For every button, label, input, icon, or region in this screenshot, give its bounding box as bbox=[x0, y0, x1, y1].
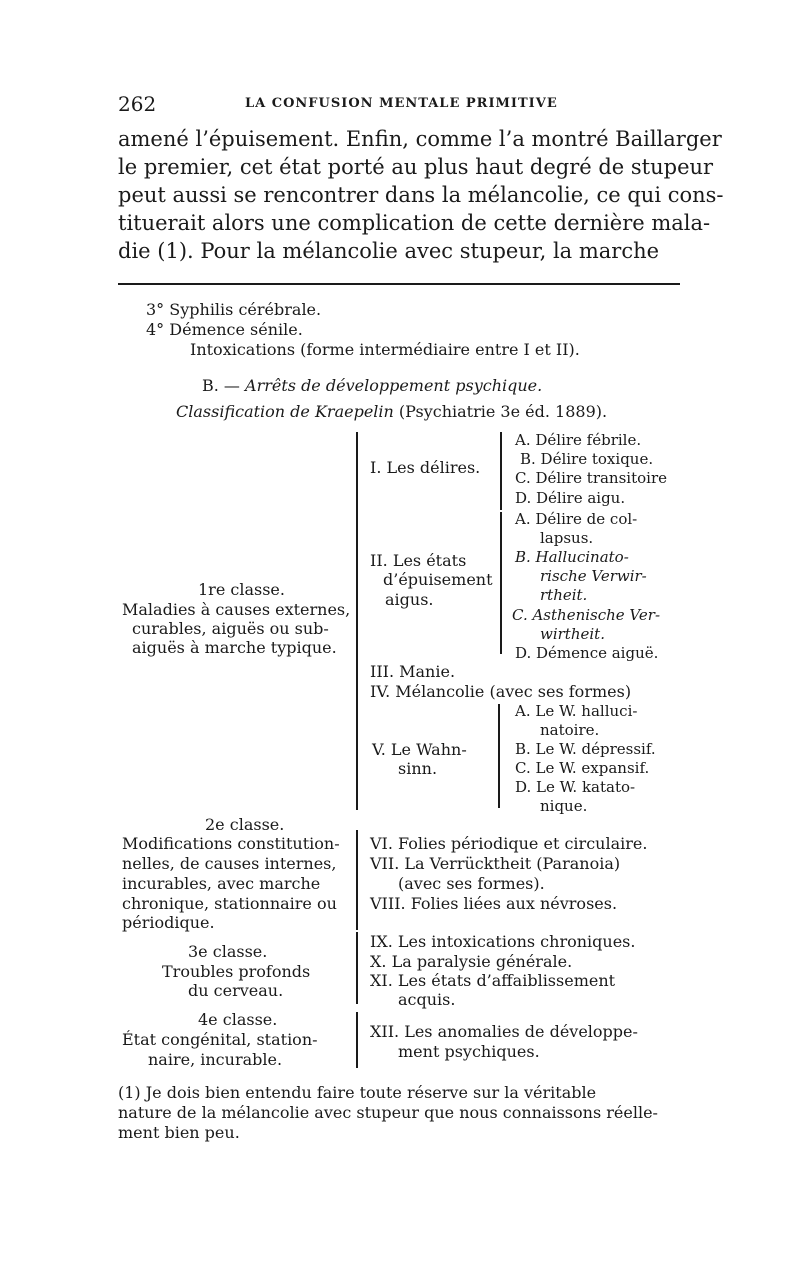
group-1-brace bbox=[500, 432, 502, 510]
body-line: peut aussi se rencontrer dans la mélancolie, ce qui cons- bbox=[118, 183, 724, 207]
group-2-label: II. Les états bbox=[370, 551, 467, 570]
group-5-item: nique. bbox=[540, 797, 588, 815]
class-2-line: incurables, avec marche bbox=[122, 874, 321, 893]
class-4-title: 4e classe. bbox=[198, 1010, 278, 1029]
group-5-item: C. Le W. expansif. bbox=[515, 759, 650, 777]
body-line: amené l’épuisement. Enfin, comme l’a montré Baillarger bbox=[118, 127, 722, 151]
group-5-line: sinn. bbox=[398, 759, 438, 778]
body-line: le premier, cet état porté au plus haut degré de stupeur bbox=[118, 155, 714, 179]
class-3-brace bbox=[356, 932, 358, 1004]
group-2-item: A. Délire de col- bbox=[515, 510, 638, 528]
class-2-brace bbox=[356, 830, 358, 930]
class-4-brace bbox=[356, 1012, 358, 1068]
group-5-item: B. Le W. dépressif. bbox=[515, 740, 656, 758]
section-b-heading bbox=[202, 376, 542, 395]
group-12-line: ment psychiques. bbox=[398, 1042, 540, 1061]
section-b-prefix: B. — bbox=[202, 376, 246, 395]
footnote-line: nature de la mélancolie avec stupeur que nous connaissons réelle- bbox=[118, 1103, 658, 1122]
group-10-label: X. La paralysie générale. bbox=[370, 952, 573, 971]
group-2-item: wirtheit. bbox=[540, 625, 605, 643]
group-7-line: (avec ses formes). bbox=[398, 874, 545, 893]
group-3-label: III. Manie. bbox=[370, 662, 456, 681]
group-11-line: acquis. bbox=[398, 990, 456, 1009]
footnote-line: ment bien peu. bbox=[118, 1123, 240, 1142]
class-4-line: État congénital, station- bbox=[122, 1030, 318, 1049]
group-2-item: D. Démence aiguë. bbox=[515, 644, 659, 662]
group-2-item: B. Hallucinato- bbox=[515, 548, 629, 566]
group-1-item: C. Délire transitoire bbox=[515, 469, 667, 487]
class-2-line: nelles, de causes internes, bbox=[122, 854, 337, 873]
group-7-label: VII. La Verrücktheit (Paranoia) bbox=[370, 854, 621, 873]
group-5-label: V. Le Wahn- bbox=[372, 740, 467, 759]
group-2-line: aigus. bbox=[385, 590, 434, 609]
class-3-line: du cerveau. bbox=[188, 981, 284, 1000]
group-1-label: I. Les délires. bbox=[370, 458, 481, 477]
class-1-brace bbox=[356, 432, 358, 810]
class-1-line: Maladies à causes externes, bbox=[122, 600, 351, 619]
classification-title: Classification de Kraepelin bbox=[176, 402, 394, 421]
group-5-item: natoire. bbox=[540, 721, 600, 739]
group-5-brace bbox=[498, 704, 500, 808]
footnote-line: (1) Je dois bien entendu faire toute réserve sur la véritable bbox=[118, 1083, 597, 1102]
section-b-title: Arrêts de développement psychique. bbox=[245, 376, 543, 395]
body-paragraph bbox=[118, 125, 724, 270]
running-title: LA CONFUSION MENTALE PRIMITIVE bbox=[245, 96, 558, 111]
page-number: 262 bbox=[118, 92, 157, 116]
group-2-item: lapsus. bbox=[540, 529, 594, 547]
group-6-label: VI. Folies périodique et circulaire. bbox=[370, 834, 648, 853]
group-2-brace bbox=[500, 512, 502, 654]
class-2-line: périodique. bbox=[122, 913, 215, 932]
class-2-line: chronique, stationnaire ou bbox=[122, 894, 337, 913]
group-2-item: rische Verwir- bbox=[540, 567, 647, 585]
group-9-label: IX. Les intoxications chroniques. bbox=[370, 932, 636, 951]
classification-ref: (Psychiatrie 3e éd. 1889). bbox=[393, 402, 608, 421]
class-1-line: aiguës à marche typique. bbox=[132, 638, 337, 657]
separator-rule bbox=[118, 283, 680, 285]
group-2-item: rtheit. bbox=[540, 586, 588, 604]
group-5-item: D. Le W. katato- bbox=[515, 778, 636, 796]
list-item-3: 3° Syphilis cérébrale. bbox=[146, 300, 322, 319]
group-1-item: D. Délire aigu. bbox=[515, 489, 626, 507]
list-item-4: 4° Démence sénile. bbox=[146, 320, 303, 339]
group-12-label: XII. Les anomalies de développe- bbox=[370, 1022, 638, 1041]
group-2-line: d’épuisement bbox=[383, 570, 493, 589]
group-2-item: C. Asthenische Ver- bbox=[512, 606, 661, 624]
list-intoxications: Intoxications (forme intermédiaire entre I et II). bbox=[190, 340, 580, 359]
group-1-item: B. Délire toxique. bbox=[520, 450, 654, 468]
body-line: tituerait alors une complication de cette dernière mala- bbox=[118, 211, 711, 235]
group-11-label: XI. Les états d’affaiblissement bbox=[370, 971, 616, 990]
class-3-line: Troubles profonds bbox=[162, 962, 311, 981]
class-3-title: 3e classe. bbox=[188, 942, 268, 961]
class-1-line: curables, aiguës ou sub- bbox=[132, 619, 329, 638]
group-8-label: VIII. Folies liées aux névroses. bbox=[370, 894, 618, 913]
group-4-label: IV. Mélancolie (avec ses formes) bbox=[370, 682, 632, 701]
body-line: die (1). Pour la mélancolie avec stupeur, la marche bbox=[118, 239, 660, 263]
group-1-item: A. Délire fébrile. bbox=[515, 431, 642, 449]
group-5-item: A. Le W. halluci- bbox=[515, 702, 638, 720]
class-2-title: 2e classe. bbox=[205, 815, 285, 834]
class-2-line: Modifications constitution- bbox=[122, 834, 340, 853]
class-4-line: naire, incurable. bbox=[148, 1050, 283, 1069]
classification-line bbox=[176, 402, 607, 421]
class-1-title: 1re classe. bbox=[198, 580, 285, 599]
